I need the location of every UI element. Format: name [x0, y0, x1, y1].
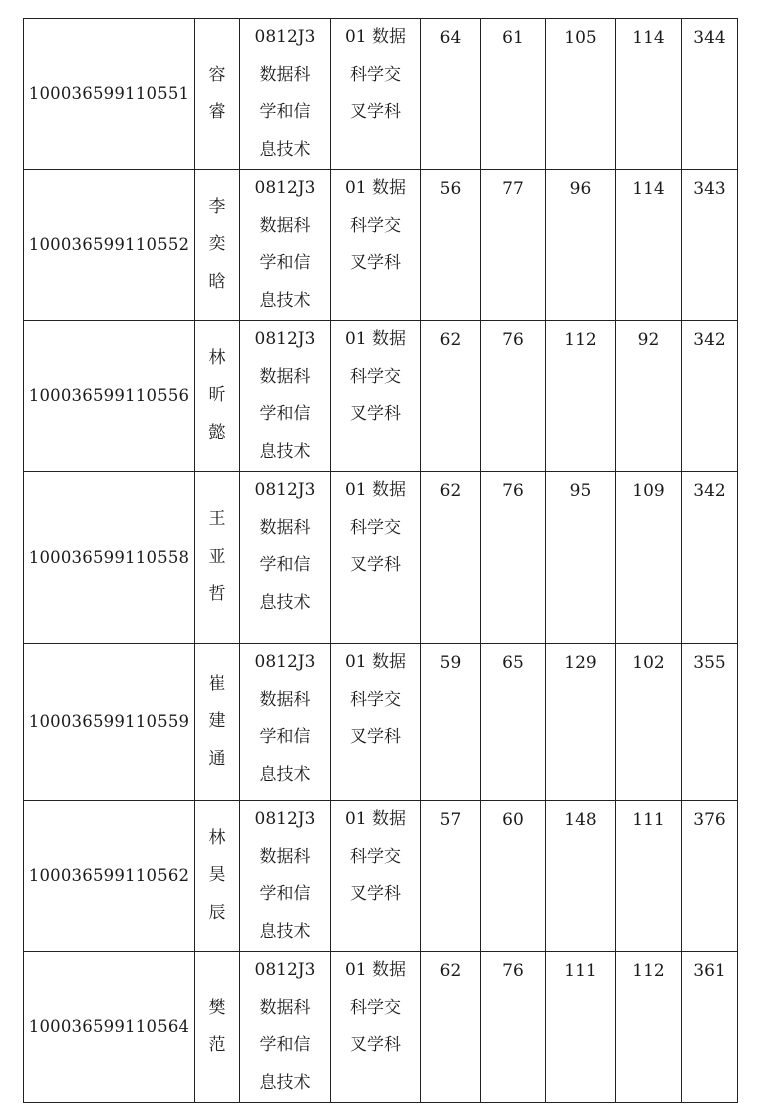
- score-major: 114: [616, 170, 682, 321]
- name-char: 懿: [208, 422, 226, 443]
- table-row: [24, 644, 738, 801]
- direction-line: 叉学科: [350, 253, 401, 273]
- name-char: 林: [208, 827, 226, 848]
- major-line: 息技术: [259, 1072, 311, 1093]
- name-char: 建: [208, 711, 226, 732]
- name-cell: [195, 170, 240, 321]
- direction-line: 科学交: [350, 997, 401, 1018]
- major-line: 0812J3: [254, 960, 316, 980]
- name-char: 范: [208, 1035, 226, 1055]
- major-cell: [240, 952, 331, 1103]
- direction-line: 叉学科: [350, 555, 401, 575]
- score-table: [23, 18, 738, 1103]
- name-cell: [195, 321, 240, 472]
- name-char: 奕: [208, 234, 226, 255]
- score-total: 342: [682, 321, 738, 472]
- table-row: [24, 472, 738, 644]
- score-english: 60: [481, 801, 546, 952]
- name-char: 李: [208, 196, 226, 217]
- major-cell: [240, 801, 331, 952]
- major-line: 息技术: [259, 921, 311, 942]
- exam-id-cell: 100036599110558: [24, 472, 195, 644]
- score-politics: 62: [421, 321, 481, 472]
- exam-id-cell: 100036599110551: [24, 19, 195, 170]
- direction-line: 01 数据: [344, 652, 407, 672]
- major-cell: [240, 644, 331, 801]
- score-english: 76: [481, 472, 546, 644]
- direction-line: 叉学科: [350, 884, 401, 904]
- score-math: 129: [546, 644, 616, 801]
- score-math: 111: [546, 952, 616, 1103]
- exam-id-cell: 100036599110564: [24, 952, 195, 1103]
- name-char: 王: [208, 509, 226, 530]
- score-total: 343: [682, 170, 738, 321]
- direction-cell: [331, 19, 421, 170]
- score-english: 76: [481, 952, 546, 1103]
- direction-line: 科学交: [350, 366, 401, 387]
- direction-cell: [331, 170, 421, 321]
- major-line: 学和信: [259, 727, 311, 747]
- score-politics: 59: [421, 644, 481, 801]
- direction-line: 01 数据: [344, 27, 407, 47]
- direction-line: 科学交: [350, 215, 401, 236]
- major-cell: [240, 19, 331, 170]
- score-total: 376: [682, 801, 738, 952]
- table-row: [24, 952, 738, 1103]
- major-line: 0812J3: [254, 178, 316, 198]
- score-politics: 62: [421, 472, 481, 644]
- score-politics: 64: [421, 19, 481, 170]
- name-char: 容: [208, 64, 226, 85]
- name-cell: [195, 19, 240, 170]
- score-major: 114: [616, 19, 682, 170]
- score-politics: 62: [421, 952, 481, 1103]
- major-line: 数据科: [259, 997, 311, 1018]
- major-cell: [240, 472, 331, 644]
- name-char: 崔: [208, 673, 226, 694]
- major-line: 数据科: [259, 517, 311, 538]
- direction-line: 叉学科: [350, 102, 401, 122]
- direction-line: 科学交: [350, 517, 401, 538]
- name-char: 哲: [208, 584, 226, 605]
- name-char: 睿: [208, 102, 226, 122]
- score-total: 361: [682, 952, 738, 1103]
- exam-id-cell: 100036599110552: [24, 170, 195, 321]
- direction-cell: [331, 472, 421, 644]
- direction-line: 科学交: [350, 64, 401, 85]
- major-line: 学和信: [259, 102, 311, 122]
- table-row: [24, 801, 738, 952]
- score-politics: 56: [421, 170, 481, 321]
- name-cell: [195, 801, 240, 952]
- score-english: 65: [481, 644, 546, 801]
- major-cell: [240, 321, 331, 472]
- score-math: 95: [546, 472, 616, 644]
- major-line: 数据科: [259, 846, 311, 867]
- score-english: 61: [481, 19, 546, 170]
- name-char: 晗: [208, 271, 226, 292]
- major-line: 学和信: [259, 404, 311, 424]
- direction-line: 01 数据: [344, 960, 407, 980]
- table-row: [24, 19, 738, 170]
- score-math: 112: [546, 321, 616, 472]
- major-cell: [240, 170, 331, 321]
- table-row: [24, 321, 738, 472]
- score-major: 102: [616, 644, 682, 801]
- major-line: 数据科: [259, 215, 311, 236]
- score-total: 355: [682, 644, 738, 801]
- exam-id-cell: 100036599110562: [24, 801, 195, 952]
- major-line: 学和信: [259, 1035, 311, 1055]
- score-major: 92: [616, 321, 682, 472]
- score-math: 96: [546, 170, 616, 321]
- score-table-container: [23, 18, 738, 1103]
- exam-id-cell: 100036599110559: [24, 644, 195, 801]
- exam-id-cell: 100036599110556: [24, 321, 195, 472]
- direction-line: 01 数据: [344, 329, 407, 349]
- major-line: 息技术: [259, 441, 311, 462]
- score-major: 109: [616, 472, 682, 644]
- direction-line: 科学交: [350, 689, 401, 710]
- table-body: [24, 19, 738, 1103]
- name-cell: [195, 472, 240, 644]
- score-total: 342: [682, 472, 738, 644]
- major-line: 0812J3: [254, 652, 316, 672]
- name-char: 林: [208, 347, 226, 368]
- major-line: 息技术: [259, 139, 311, 160]
- direction-line: 01 数据: [344, 178, 407, 198]
- name-char: 昕: [208, 385, 226, 406]
- score-total: 344: [682, 19, 738, 170]
- direction-line: 叉学科: [350, 1035, 401, 1055]
- major-line: 0812J3: [254, 27, 316, 47]
- direction-cell: [331, 644, 421, 801]
- table-row: [24, 170, 738, 321]
- name-char: 辰: [208, 902, 226, 923]
- score-math: 148: [546, 801, 616, 952]
- major-line: 息技术: [259, 764, 311, 785]
- direction-line: 01 数据: [344, 480, 407, 500]
- name-cell: [195, 644, 240, 801]
- major-line: 息技术: [259, 592, 311, 613]
- score-major: 111: [616, 801, 682, 952]
- major-line: 学和信: [259, 253, 311, 273]
- major-line: 学和信: [259, 555, 311, 575]
- score-major: 112: [616, 952, 682, 1103]
- name-char: 樊: [208, 997, 226, 1018]
- score-math: 105: [546, 19, 616, 170]
- direction-cell: [331, 801, 421, 952]
- major-line: 学和信: [259, 884, 311, 904]
- name-cell: [195, 952, 240, 1103]
- direction-cell: [331, 321, 421, 472]
- score-english: 77: [481, 170, 546, 321]
- major-line: 0812J3: [254, 480, 316, 500]
- direction-line: 科学交: [350, 846, 401, 867]
- name-char: 通: [208, 748, 226, 769]
- major-line: 数据科: [259, 366, 311, 387]
- major-line: 数据科: [259, 64, 311, 85]
- major-line: 数据科: [259, 689, 311, 710]
- direction-line: 叉学科: [350, 404, 401, 424]
- direction-cell: [331, 952, 421, 1103]
- major-line: 0812J3: [254, 809, 316, 829]
- major-line: 息技术: [259, 290, 311, 311]
- major-line: 0812J3: [254, 329, 316, 349]
- direction-line: 01 数据: [344, 809, 407, 829]
- score-english: 76: [481, 321, 546, 472]
- direction-line: 叉学科: [350, 727, 401, 747]
- name-char: 昊: [208, 865, 226, 886]
- name-char: 亚: [208, 546, 226, 567]
- score-politics: 57: [421, 801, 481, 952]
